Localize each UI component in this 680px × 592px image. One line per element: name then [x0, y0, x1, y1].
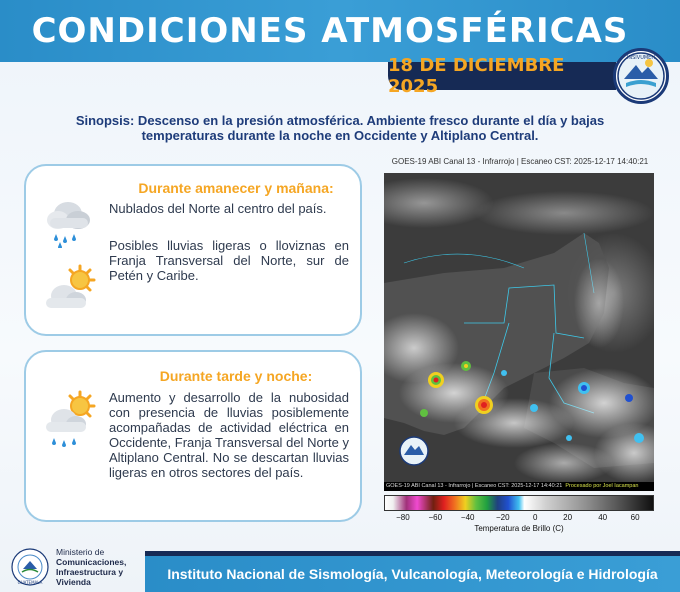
guatemala-seal-icon — [10, 547, 50, 587]
tick-label: 60 — [630, 513, 640, 522]
ministry-logo — [10, 545, 145, 589]
tick-label: 0 — [532, 513, 538, 522]
synopsis: Sinopsis: Descenso en la presión atmosférica. Ambiente fresco durante el día y bajas temperaturas durante la noche en Occidente y Altiplano Central. — [75, 113, 605, 143]
institute-name: Instituto Nacional de Sismología, Vulcanología, Meteorología e Hidrología — [167, 566, 658, 582]
seal-text: GUATEMALA — [17, 580, 43, 585]
afternoon-text: Aumento y desarrollo de la nubosidad con presencia de lluvias posiblemente acompañadas de actividad eléctrica en Occidente, Franja Transversal del Norte y Altiplano Central. No se descartan lluvias ligeras en otros sectores del país. — [109, 390, 349, 480]
insivumeh-seal-icon — [616, 51, 666, 101]
ministry-line-1: Ministerio de — [56, 547, 105, 557]
sun-cloud-rain-icon — [40, 390, 100, 452]
insivumeh-logo — [613, 48, 669, 104]
afternoon-heading: Durante tarde y noche: — [159, 368, 313, 384]
morning-text-1: Nublados del Norte al centro del país. — [109, 201, 327, 216]
logo-text: INSIVUMEH — [626, 55, 656, 61]
tick-label: −60 — [428, 513, 443, 522]
satellite-footer — [384, 482, 654, 491]
tick-label: 40 — [598, 513, 608, 522]
satellite-caption: GOES-19 ABI Canal 13 - Infrarrojo | Escaneo CST: 2025-12-17 14:40:21 — [391, 157, 649, 166]
date-label: 18 DE DICIEMBRE 2025 — [388, 55, 565, 97]
ministry-line-4: Vivienda — [56, 577, 91, 587]
tick-label: 20 — [563, 513, 573, 522]
morning-heading: Durante amanecer y mañana: — [138, 180, 334, 196]
date-badge — [388, 55, 616, 97]
tick-label: −40 — [460, 513, 475, 522]
satellite-footer-left: GOES-19 ABI Canal 13 - Infrarrojo | Escaneo CST: 2025-12-17 14:40:21 — [386, 483, 563, 489]
ministry-line-3: Infraestructura y — [56, 567, 124, 577]
cloud-rain-icon — [40, 192, 96, 248]
colorbar-label: Temperatura de Brillo (C) — [474, 524, 564, 533]
page-title: CONDICIONES ATMOSFÉRICAS — [31, 11, 629, 51]
afternoon-card — [24, 350, 362, 522]
ministry-name — [56, 547, 126, 587]
ministry-line-2: Comunicaciones, — [56, 557, 127, 567]
satellite-map — [384, 173, 654, 491]
satellite-image — [384, 173, 654, 491]
morning-card — [24, 164, 362, 336]
tick-label: −80 — [396, 513, 410, 522]
footer-bar — [145, 556, 680, 592]
title-bar — [0, 0, 680, 62]
temperature-colorbar — [384, 495, 654, 511]
satellite-footer-right: Procesado por Joel Iacampan — [565, 483, 639, 489]
tick-label: −20 — [496, 513, 510, 522]
morning-text-2: Posibles lluvias ligeras o lloviznas en Franja Transversal del Norte, sur de Petén y Caribe. — [109, 238, 349, 283]
sun-cloud-icon — [40, 264, 100, 316]
